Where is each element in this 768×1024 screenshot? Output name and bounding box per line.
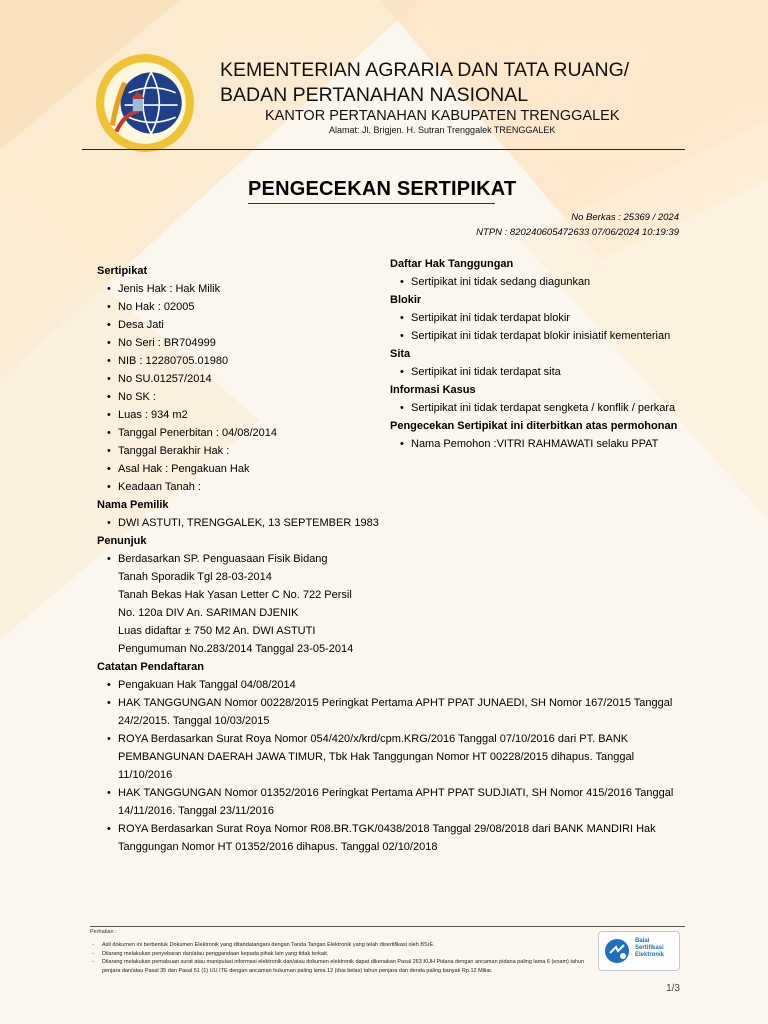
bsre-line: Sertifikasi [635, 945, 664, 951]
list-item: • Jenis Hak : Hak Milik [97, 280, 387, 298]
penunjuk-line: • Berdasarkan SP. Penguasaan Fisik Bidang [118, 553, 328, 565]
office-name: KANTOR PERTANAHAN KABUPATEN TRENGGALEK [265, 108, 620, 124]
footer-note-item: - Asli dokumen ini berbentuk Dokumen Elektronik yang ditandatangani dengan Tanda Tangan Elektronik yang telah disertifikasi oleh BSrE. [90, 941, 590, 950]
no-berkas: No Berkas : 25369 / 2024 [571, 212, 679, 223]
list-item: • Sertipikat ini tidak terdapat blokir inisiatif kementerian [390, 327, 682, 345]
list-item: • Sertipikat ini tidak sedang diagunkan [390, 273, 682, 291]
permohonan-list [390, 435, 682, 453]
list-item: • No Hak : 02005 [97, 298, 387, 316]
section-heading-blokir: Blokir [390, 294, 422, 306]
footer-notes [90, 941, 590, 975]
ministry-line-2: BADAN PERTANAHAN NASIONAL [220, 84, 529, 106]
section-heading-penunjuk: Penunjuk [97, 535, 147, 547]
right-column [390, 255, 682, 453]
list-item: • Sertipikat ini tidak terdapat sita [390, 363, 682, 381]
list-item: • Asal Hak : Pengakuan Hak [97, 460, 387, 478]
section-heading-catatan: Catatan Pendaftaran [97, 661, 204, 673]
list-item: • Desa Jati [97, 316, 387, 334]
list-item: • HAK TANGGUNGAN Nomor 00228/2015 Peringkat Pertama APHT PPAT JUNAEDI, SH Nomor 167/2015 Tanggal 24/2/2015. Tanggal 10/03/2015 [97, 694, 687, 730]
page-number: 1/3 [666, 983, 680, 994]
penunjuk-line: Tanah Bekas Hak Yasan Letter C No. 722 Persil [118, 589, 352, 601]
sita-list [390, 363, 682, 381]
ministry-name [220, 58, 760, 108]
footer-note-item: - Dilarang melakukan penyebaran dan/atau penggandaan kepada pihak lain yang tidak terkait. [90, 950, 590, 959]
footer-note-item: - Dilarang melakukan pemalsuan surat atau manipulasi informasi elektronik dan/atau dokumen elektronik dapat dikenakan Pasal 263 KUH Pidana dengan ancaman pidana paling lama 6 (enam) tahun penjara dan/atau Pasal 35 dan Pasal 51 (1) UU ITE dengan ancaman hukuman paling lama 12 (dua belas) tahun penjara dan denda paling banyak Rp.12 Miliar. [90, 958, 590, 975]
catatan-section [97, 658, 687, 856]
list-item: • Keadaan Tanah : [97, 478, 387, 496]
list-item: • Tanggal Penerbitan : 04/08/2014 [97, 424, 387, 442]
list-item: • Sertipikat ini tidak terdapat sengketa / konflik / perkara [390, 399, 682, 417]
list-item: • Luas : 934 m2 [97, 406, 387, 424]
ministry-line-1: KEMENTERIAN AGRARIA DAN TATA RUANG/ [220, 59, 630, 81]
section-heading-pemilik: Nama Pemilik [97, 499, 169, 511]
sertipikat-list [97, 280, 387, 496]
penunjuk-line: No. 120a DIV An. SARIMAN DJENIK [118, 607, 299, 619]
list-item: • No Seri : BR704999 [97, 334, 387, 352]
pemilik-list [97, 514, 387, 532]
list-item [97, 550, 387, 658]
footer-divider [90, 926, 685, 927]
ntpn: NTPN : 820240605472633 07/06/2024 10:19:39 [476, 227, 679, 238]
header-divider [82, 149, 685, 150]
section-heading-tanggungan: Daftar Hak Tanggungan [390, 258, 514, 270]
blokir-list [390, 309, 682, 345]
penunjuk-line: Tanah Sporadik Tgl 28-03-2014 [118, 571, 272, 583]
list-item: • HAK TANGGUNGAN Nomor 01352/2016 Peringkat Pertama APHT PPAT SUDJIATI, SH Nomor 415/2016 Tanggal 14/11/2016. Tanggal 23/11/2016 [97, 784, 687, 820]
bsre-line: Elektronik [635, 952, 665, 958]
section-heading-kasus: Informasi Kasus [390, 384, 476, 396]
list-item: • No SU.01257/2014 [97, 370, 387, 388]
list-item: • No SK : [97, 388, 387, 406]
penunjuk-list [97, 550, 387, 658]
list-item: • Pengakuan Hak Tanggal 04/08/2014 [97, 676, 687, 694]
bsre-line: Balai [635, 938, 650, 944]
penunjuk-line: Pengumuman No.283/2014 Tanggal 23-05-2014 [118, 643, 354, 655]
bsre-badge [598, 931, 680, 971]
tanggungan-list [390, 273, 682, 291]
list-item: • Tanggal Berakhir Hak : [97, 442, 387, 460]
bsre-logo-icon [604, 938, 630, 964]
list-item: • Sertipikat ini tidak terdapat blokir [390, 309, 682, 327]
left-column [97, 262, 387, 658]
list-item: • ROYA Berdasarkan Surat Roya Nomor R08.BR.TGK/0438/2018 Tanggal 29/08/2018 dari BANK MANDIRI Hak Tanggungan Nomor HT 01352/2016 dihapus. Tanggal 02/10/2018 [97, 820, 687, 856]
penunjuk-line: Luas didaftar ± 750 M2 An. DWI ASTUTI [118, 625, 316, 637]
office-address: Alamat: Jl. Brigjen. H. Sutran Trenggalek TRENGGALEK [329, 125, 556, 135]
list-item: • NIB : 12280705.01980 [97, 352, 387, 370]
catatan-list [97, 676, 687, 856]
bsre-text [635, 938, 664, 959]
section-heading-permohonan: Pengecekan Sertipikat ini diterbitkan atas permohonan [390, 420, 678, 432]
title-underline [248, 203, 495, 204]
section-heading-sita: Sita [390, 348, 411, 360]
document-title: PENGECEKAN SERTIPIKAT [248, 178, 517, 200]
list-item: • Nama Pemohon :VITRI RAHMAWATI selaku PPAT [390, 435, 682, 453]
section-heading-sertipikat: Sertipikat [97, 265, 148, 277]
footer-perhatian: Perhatian : [90, 929, 117, 935]
list-item: • ROYA Berdasarkan Surat Roya Nomor 054/420/x/krd/cpm.KRG/2016 Tanggal 07/10/2016 dari PT. BANK PEMBANGUNAN DAERAH JAWA TIMUR, Tbk Hak Tanggungan Nomor HT 00228/2015 dihapus. Tanggal 11/10/2016 [97, 730, 687, 784]
list-item: • DWI ASTUTI, TRENGGALEK, 13 SEPTEMBER 1983 [97, 514, 387, 532]
kasus-list [390, 399, 682, 417]
bpn-logo [94, 52, 196, 154]
